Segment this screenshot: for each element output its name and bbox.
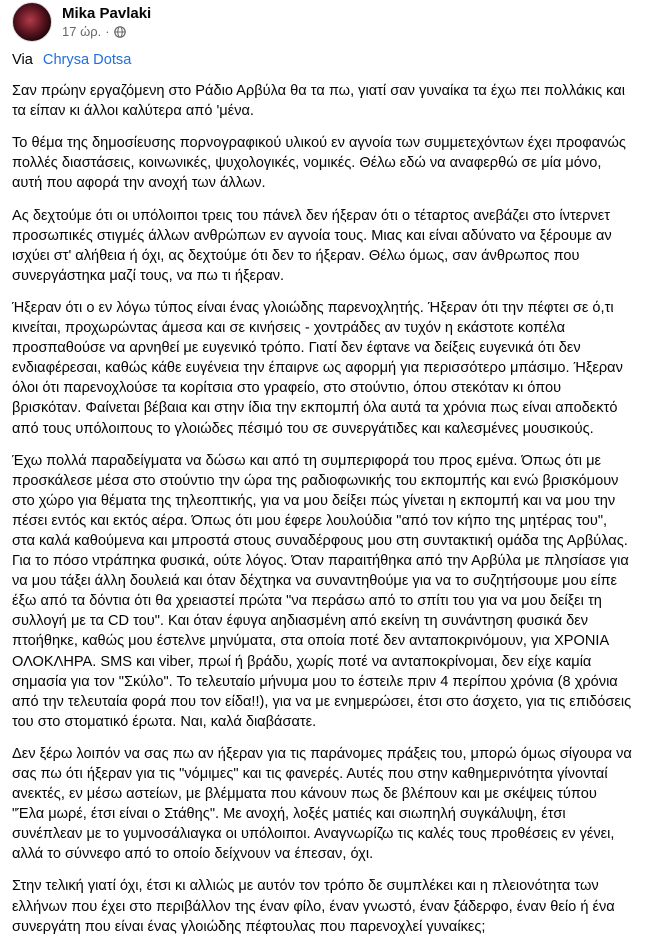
via-label: Via <box>12 52 33 68</box>
via-line <box>12 50 632 70</box>
paragraph-7: Στην τελική γιατί όχι, έτσι κι αλλιώς με αυτόν τον τρόπο δε συμπλέκει και η πλειονότητα των ελλήνων που έχει στο περιβάλλον της έναν φίλο, έναν γνωστό, έναν ξάδερφο, έναν θείο ή ένα συνεργάτη που είναι ένας γλοιώδης πέφτουλας που παρενοχλεί γυναίκες; <box>12 878 615 935</box>
paragraph-1: Σαν πρώην εργαζόμενη στο Ράδιο Αρβύλα θα τα πω, γιατί σαν γυναίκα τα έχω πει πολλάκις και τα είπαν κι άλλοι καλύτερα από 'μένα. <box>12 83 625 120</box>
paragraph-4: Ήξεραν ότι ο εν λόγω τύπος είναι ένας γλοιώδης παρενοχλητής. Ήξεραν ότι την πέφτει σε ό,τι κινείται, προχωρώντας άμεσα και σε κινήσεις - χοντράδες αν τυχόν η εκάστοτε κοπέλα προσπαθούσε να αρνηθεί με ευγενικό τρόπο. Γιατί δεν έφτανε να δείξεις ευγενικά ότι δεν ενδιαφέρεσαι, καθώς κάθε ευγένεια την έπαιρνε ως αφορμή για περισσότερο μπάσιμο. Ήξεραν όλοι ότι παρενοχλούσε τα κορίτσια στο γραφείο, στο στούντιο, όπου στεκόταν κι όπου βρισκόταν. Φαίνεται βέβαια και στην ίδια την εκπομπή όλα αυτά τα χρόνια πως είναι αποδεκτό από τους υπόλοιπους το γλοιώδες πέσιμό του σε συνεργάτιδες και καλεσμένες μουσικούς. <box>12 299 623 437</box>
author-name[interactable]: Mika Pavlaki <box>62 5 152 22</box>
paragraph-2: Το θέμα της δημοσίευσης πορνογραφικού υλικού εν αγνοία των συμμετεχόντων έχει προφανώς πολλές διαστάσεις, κοινωνικές, ψυχολογικές, νομικές. Θέλω εδώ να αναφερθώ σε μία μόνο, αυτή που αφορά την ανοχή των άλλων. <box>12 135 626 192</box>
post-time[interactable]: 17 ώρ. <box>62 24 102 39</box>
post-header <box>12 0 151 44</box>
post-meta <box>62 4 151 40</box>
paragraph-6: Δεν ξέρω λοιπόν να σας πω αν ήξεραν για τις παράνομες πράξεις του, μπορώ όμως σίγουρα να σας πω ότι ήξεραν για τις "νόμιμες" και τις φανερές. Αυτές που στην καθημερινότητα γίνονταί ανεκτές, εν μέσω αστείων, με βλέμματα που κάνουν πως δε βλέπουν και με σκέψεις τύπου "Έλα μωρέ, έτσι είναι ο Στάθης". Με ανοχή, λοξές ματιές και σιωπηλή συγκάλυψη, έτσι συνέπλεαν με το γυμνοσάλιαγκα οι υπόλοιποι. Αναγνωρίζω τις καλές τους προθέσεις εν γένει, αλλά το σύννεφο από το οποίο δείχνουν να έπεσαν, όχι. <box>12 745 632 863</box>
post-subline <box>62 23 151 40</box>
via-link[interactable]: Chrysa Dotsa <box>42 52 132 68</box>
post-body <box>12 50 632 949</box>
paragraph-5: Έχω πολλά παραδείγματα να δώσω και από τη συμπεριφορά του προς εμένα. Όπως ότι με προσκάλεσε μέσα στο στούντιο την ώρα της ραδιοφωνικής του εκπομπής και ενώ βρισκόμουν στο χώρο για θέματα της τηλεοπτικής, για να μου δείξει πώς γίνεται η εκπομπή και να μου την πέσει εντός και εκτός αέρα. Όπως ότι μου έφερε λουλούδια "από τον κήπο της μητέρας του", στα καλά καθούμενα και μπροστά στους συναδέρφους μου στη συντακτική ομάδα της Αρβύλας. Για το πόσο ντράπηκα φυσικά, ούτε λόγος. Όταν παραιτήθηκα από την Αρβύλα με πλησίασε για να μου τάξει άλλη δουλειά και όταν δέχτηκα να συναντηθούμε για να το συζητήσουμε μου είπε έξω από τα δόντια ότι θα χρειαστεί πρώτα "να περάσω από το σπίτι του για να μου δείξει τη συλλογή με τα CD του". Και όταν έφυγα αηδιασμένη από εκείνη τη συνάντηση φυσικά δεν πτοήθηκε, καθώς μου έστελνε μηνύματα, στα οποία ποτέ δεν ανταποκρινόμουν, για ΧΡΟΝΙΑ ΟΛΟΚΛΗΡΑ. SMS και viber, πρωί ή βράδυ, χωρίς ποτέ να ανταποκρίνομαι, δεν είχε καμία σημασία για τον "Σκύλο". Το τελευταίο μήνυμα μου το έστειλε πριν 4 περίπου χρόνια (8 χρόνια από την τελευταία φορά που τον είδα!!), για να με ενημερώσει, έτσι στο άσχετο, για τις επιδόσεις του στο στοματικό έρωτα. Ναι, καλά διαβάσατε. <box>12 452 632 730</box>
paragraph-3: Ας δεχτούμε ότι οι υπόλοιποι τρεις του πάνελ δεν ήξεραν ότι ο τέταρτος ανεβάζει στο ίντερνετ προσωπικές στιγμές άλλων ανθρώπων εν αγνοία τους. Μιας και είναι αδύνατο να ξέρουμε αν ισχύει στ' αλήθεια ή όχι, ας δεχτούμε ότι δεν το ήξεραν. Θέλω όμως, σαν άνθρωπος που συνεργάστηκα μαζί τους, να πω τι ήξεραν. <box>12 207 612 284</box>
globe-icon <box>114 26 126 38</box>
separator-dot: · <box>105 24 110 39</box>
avatar[interactable] <box>12 2 52 42</box>
